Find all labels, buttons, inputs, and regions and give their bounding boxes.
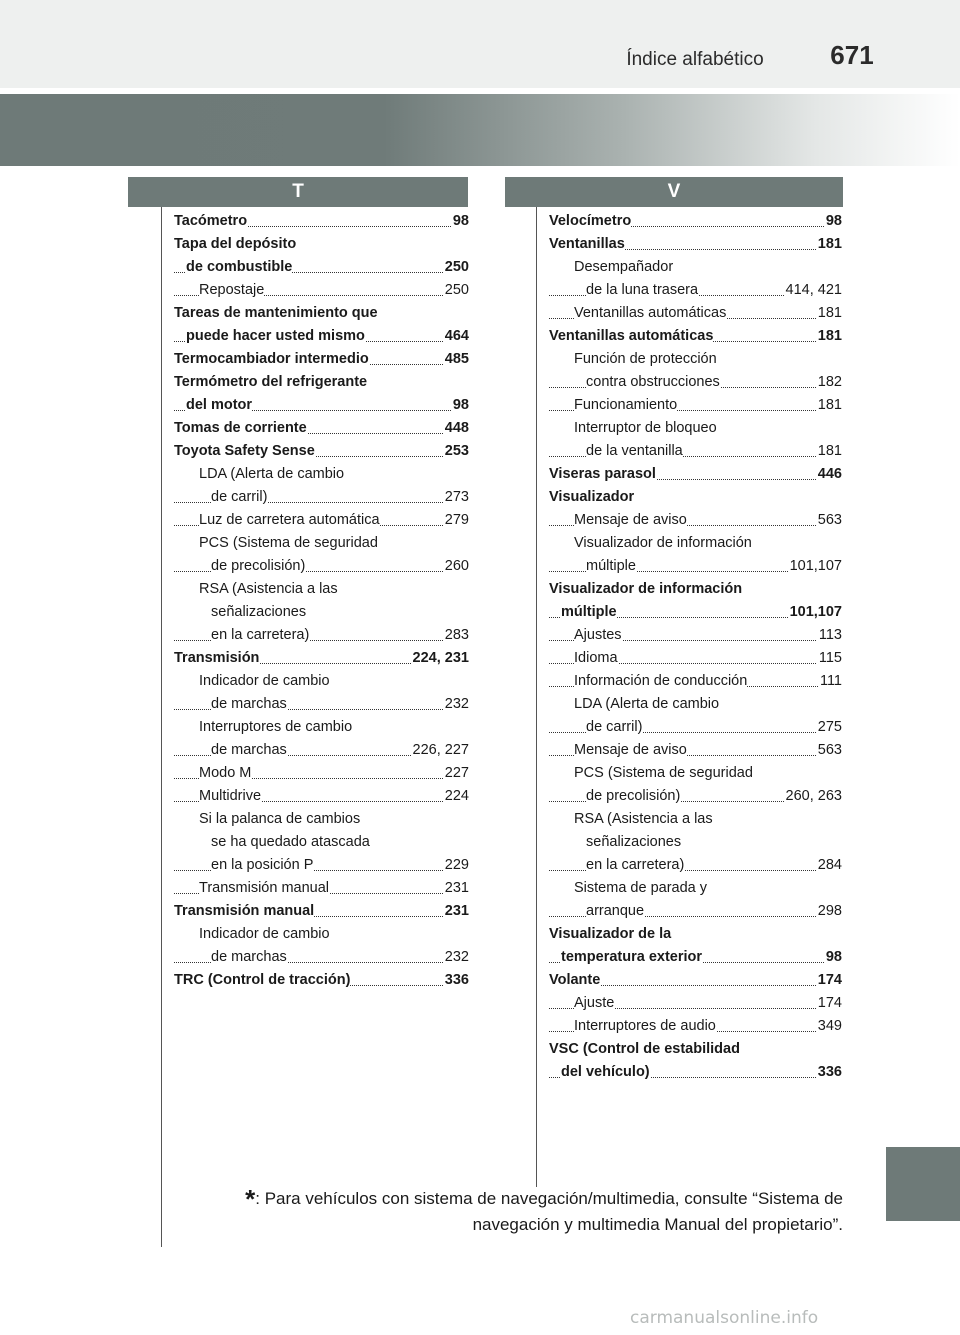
- index-entry: [549, 716, 842, 739]
- entry-page: 98: [451, 394, 469, 417]
- entry-text: Interruptores de audio: [574, 1018, 716, 1034]
- entry-page: 563: [816, 509, 842, 532]
- entry-text: Toyota Safety Sense: [174, 443, 315, 459]
- index-entry: [174, 969, 469, 992]
- entry-text: Ventanillas automáticas: [574, 305, 727, 321]
- entry-text: Transmisión manual: [174, 903, 315, 919]
- index-entry: [174, 808, 469, 831]
- index-entry: [174, 647, 469, 670]
- entry-page: 485: [443, 348, 469, 371]
- entry-text: Funcionamiento: [574, 397, 678, 413]
- index-entry: [549, 693, 842, 716]
- index-entry: [549, 233, 842, 256]
- entry-text: Transmisión manual: [199, 880, 330, 896]
- entry-text: múltiple: [586, 558, 636, 574]
- index-entry: [549, 371, 842, 394]
- entry-page: 250: [443, 279, 469, 302]
- entry-text: en la carretera): [211, 627, 310, 643]
- index-entry: [174, 371, 469, 394]
- entry-page: 349: [816, 1015, 842, 1038]
- entry-text: múltiple: [561, 604, 617, 620]
- index-entry: [174, 716, 469, 739]
- index-entry: [549, 992, 842, 1015]
- index-entry: [549, 394, 842, 417]
- entry-text: Visualizador: [549, 489, 635, 505]
- entry-text: Volante: [549, 972, 601, 988]
- entry-text: de marchas: [211, 949, 287, 965]
- index-column-v: [549, 210, 842, 1084]
- index-entry: [549, 486, 842, 509]
- entry-page: 563: [816, 739, 842, 762]
- index-entry: [174, 877, 469, 900]
- entry-text: Luz de carretera automática: [199, 512, 380, 528]
- entry-text: Modo M: [199, 765, 252, 781]
- entry-text: en la carretera): [586, 857, 685, 873]
- entry-text: de marchas: [211, 742, 287, 758]
- entry-text: Tapa del depósito: [174, 236, 297, 252]
- index-entry: [549, 1061, 842, 1084]
- entry-text: de carril): [586, 719, 643, 735]
- entry-text: VSC (Control de estabilidad: [549, 1041, 740, 1057]
- entry-page: 446: [816, 463, 842, 486]
- index-entry: [549, 440, 842, 463]
- entry-text: Transmisión: [174, 650, 260, 666]
- entry-page: 111: [818, 670, 842, 693]
- entry-text: del vehículo): [561, 1064, 650, 1080]
- entry-page: 414, 421: [784, 279, 842, 302]
- entry-text: se ha quedado atascada: [211, 834, 370, 850]
- entry-text: de la ventanilla: [586, 443, 683, 459]
- index-entry: [174, 762, 469, 785]
- letter-header-v: V: [505, 177, 843, 207]
- entry-page: 227: [443, 762, 469, 785]
- entry-page: 232: [443, 946, 469, 969]
- index-entry: [549, 969, 842, 992]
- entry-page: 181: [816, 233, 842, 256]
- index-entry: [174, 624, 469, 647]
- letter-header-t: T: [128, 177, 468, 207]
- entry-text: de carril): [211, 489, 268, 505]
- entry-page: 279: [443, 509, 469, 532]
- entry-text: de combustible: [186, 259, 293, 275]
- index-entry: [549, 532, 842, 555]
- entry-text: Interruptores de cambio: [199, 719, 353, 735]
- entry-text: Tacómetro: [174, 213, 248, 229]
- entry-page: 284: [816, 854, 842, 877]
- entry-text: LDA (Alerta de cambio: [199, 466, 345, 482]
- entry-text: RSA (Asistencia a las: [574, 811, 713, 827]
- entry-page: 224: [443, 785, 469, 808]
- entry-text: de la luna trasera: [586, 282, 699, 298]
- index-entry: [549, 670, 842, 693]
- entry-text: LDA (Alerta de cambio: [574, 696, 720, 712]
- index-entry: [549, 1015, 842, 1038]
- entry-page: 181: [816, 440, 842, 463]
- index-entry: [549, 854, 842, 877]
- index-entry: [174, 440, 469, 463]
- entry-text: señalizaciones: [586, 834, 682, 850]
- index-entry: [549, 601, 842, 624]
- index-entry: [174, 279, 469, 302]
- entry-text: Desempañador: [574, 259, 674, 275]
- index-entry: [174, 739, 469, 762]
- index-entry: [549, 785, 842, 808]
- index-entry: [549, 348, 842, 371]
- index-entry: [549, 578, 842, 601]
- entry-text: Mensaje de aviso: [574, 512, 687, 528]
- entry-text: Visualizador de la: [549, 926, 672, 942]
- top-band: [0, 0, 960, 88]
- index-entry: [174, 831, 469, 854]
- entry-page: 101,107: [788, 555, 842, 578]
- index-entry: [174, 486, 469, 509]
- index-entry: [549, 256, 842, 279]
- index-entry: [174, 325, 469, 348]
- index-entry: [174, 854, 469, 877]
- entry-text: de marchas: [211, 696, 287, 712]
- entry-text: Función de protección: [574, 351, 717, 367]
- entry-page: 298: [816, 900, 842, 923]
- side-tab: [886, 1147, 960, 1221]
- index-entry: [174, 693, 469, 716]
- entry-text: Si la palanca de cambios: [199, 811, 361, 827]
- index-entry: [549, 302, 842, 325]
- entry-page: 273: [443, 486, 469, 509]
- entry-page: 98: [824, 946, 842, 969]
- index-entry: [174, 532, 469, 555]
- index-entry: [549, 808, 842, 831]
- index-entry: [549, 325, 842, 348]
- index-entry: [174, 417, 469, 440]
- entry-text: Indicador de cambio: [199, 926, 330, 942]
- entry-page: 232: [443, 693, 469, 716]
- index-entry: [174, 785, 469, 808]
- index-entry: [174, 394, 469, 417]
- index-entry: [549, 624, 842, 647]
- index-entry: [549, 1038, 842, 1061]
- entry-page: 260: [443, 555, 469, 578]
- entry-page: 113: [817, 624, 842, 647]
- entry-text: PCS (Sistema de seguridad: [574, 765, 753, 781]
- entry-text: Sistema de parada y: [574, 880, 707, 896]
- entry-page: 229: [443, 854, 469, 877]
- index-entry: [549, 900, 842, 923]
- footnote-text: : Para vehículos con sistema de navegación/multimedia, consulte “Sistema de navegación y multimedia Manual del propietario”.: [255, 1189, 843, 1234]
- page-number: 671: [830, 40, 874, 70]
- entry-text: Visualizador de información: [549, 581, 743, 597]
- entry-text: de precolisión): [586, 788, 681, 804]
- entry-page: 231: [443, 877, 469, 900]
- entry-page: 283: [443, 624, 469, 647]
- header-gradient-bar: [0, 94, 960, 166]
- index-entry: [174, 233, 469, 256]
- index-entry: [549, 417, 842, 440]
- entry-text: Ventanillas: [549, 236, 625, 252]
- entry-text: Información de conducción: [574, 673, 748, 689]
- index-entry: [174, 601, 469, 624]
- entry-text: Viseras parasol: [549, 466, 656, 482]
- entry-text: TRC (Control de tracción): [174, 972, 351, 988]
- entry-page: 98: [824, 210, 842, 233]
- entry-text: Tareas de mantenimiento que: [174, 305, 378, 321]
- entry-page: 231: [443, 900, 469, 923]
- entry-text: PCS (Sistema de seguridad: [199, 535, 378, 551]
- entry-text: Indicador de cambio: [199, 673, 330, 689]
- entry-text: RSA (Asistencia a las: [199, 581, 338, 597]
- entry-page: 448: [443, 417, 469, 440]
- section-title: Índice alfabético: [626, 49, 764, 70]
- entry-text: Termómetro del refrigerante: [174, 374, 368, 390]
- entry-text: señalizaciones: [211, 604, 307, 620]
- entry-text: contra obstrucciones: [586, 374, 720, 390]
- index-column-t: [174, 210, 469, 992]
- column-divider: [536, 207, 537, 1187]
- entry-text: puede hacer usted mismo: [186, 328, 365, 344]
- entry-text: del motor: [186, 397, 253, 413]
- entry-text: de precolisión): [211, 558, 306, 574]
- index-entry: [174, 670, 469, 693]
- index-entry: [174, 348, 469, 371]
- index-entry: [549, 509, 842, 532]
- footnote-star: *: [245, 1184, 256, 1214]
- entry-text: Multidrive: [199, 788, 262, 804]
- entry-text: Termocambiador intermedio: [174, 351, 369, 367]
- entry-text: Repostaje: [199, 282, 265, 298]
- entry-page: 226, 227: [411, 739, 469, 762]
- entry-text: Ajustes: [574, 627, 622, 643]
- index-entry: [174, 509, 469, 532]
- entry-text: Velocímetro: [549, 213, 632, 229]
- entry-page: 260, 263: [784, 785, 842, 808]
- entry-page: 253: [443, 440, 469, 463]
- index-entry: [174, 463, 469, 486]
- entry-page: 181: [816, 325, 842, 348]
- index-entry: [549, 762, 842, 785]
- entry-page: 181: [816, 302, 842, 325]
- entry-text: Interruptor de bloqueo: [574, 420, 717, 436]
- entry-page: 115: [817, 647, 842, 670]
- index-entry: [174, 923, 469, 946]
- index-entry: [549, 923, 842, 946]
- entry-text: Ajuste: [574, 995, 615, 1011]
- entry-page: 181: [816, 394, 842, 417]
- index-entry: [174, 578, 469, 601]
- entry-text: Idioma: [574, 650, 618, 666]
- index-entry: [174, 302, 469, 325]
- entry-page: 98: [451, 210, 469, 233]
- entry-text: Ventanillas automáticas: [549, 328, 714, 344]
- index-entry: [174, 210, 469, 233]
- entry-text: Visualizador de información: [574, 535, 752, 551]
- left-rule: [161, 207, 162, 1247]
- index-entry: [174, 256, 469, 279]
- entry-text: Mensaje de aviso: [574, 742, 687, 758]
- entry-page: 336: [443, 969, 469, 992]
- index-entry: [174, 900, 469, 923]
- index-entry: [174, 946, 469, 969]
- entry-text: arranque: [586, 903, 645, 919]
- footnote: [180, 1186, 843, 1238]
- index-entry: [549, 555, 842, 578]
- entry-page: 174: [816, 969, 842, 992]
- entry-text: Tomas de corriente: [174, 420, 307, 436]
- index-entry: [549, 739, 842, 762]
- entry-page: 174: [816, 992, 842, 1015]
- index-entry: [549, 647, 842, 670]
- entry-page: 464: [443, 325, 469, 348]
- index-entry: [549, 279, 842, 302]
- entry-page: 250: [443, 256, 469, 279]
- entry-page: 101,107: [788, 601, 842, 624]
- index-entry: [549, 463, 842, 486]
- entry-page: 275: [816, 716, 842, 739]
- entry-text: en la posición P: [211, 857, 314, 873]
- watermark: carmanualsonline.info: [630, 1308, 819, 1328]
- entry-page: 336: [816, 1061, 842, 1084]
- entry-page: 182: [816, 371, 842, 394]
- index-entry: [549, 831, 842, 854]
- entry-text: temperatura exterior: [561, 949, 703, 965]
- index-entry: [549, 946, 842, 969]
- entry-page: 224, 231: [411, 647, 469, 670]
- index-entry: [549, 877, 842, 900]
- index-entry: [174, 555, 469, 578]
- index-entry: [549, 210, 842, 233]
